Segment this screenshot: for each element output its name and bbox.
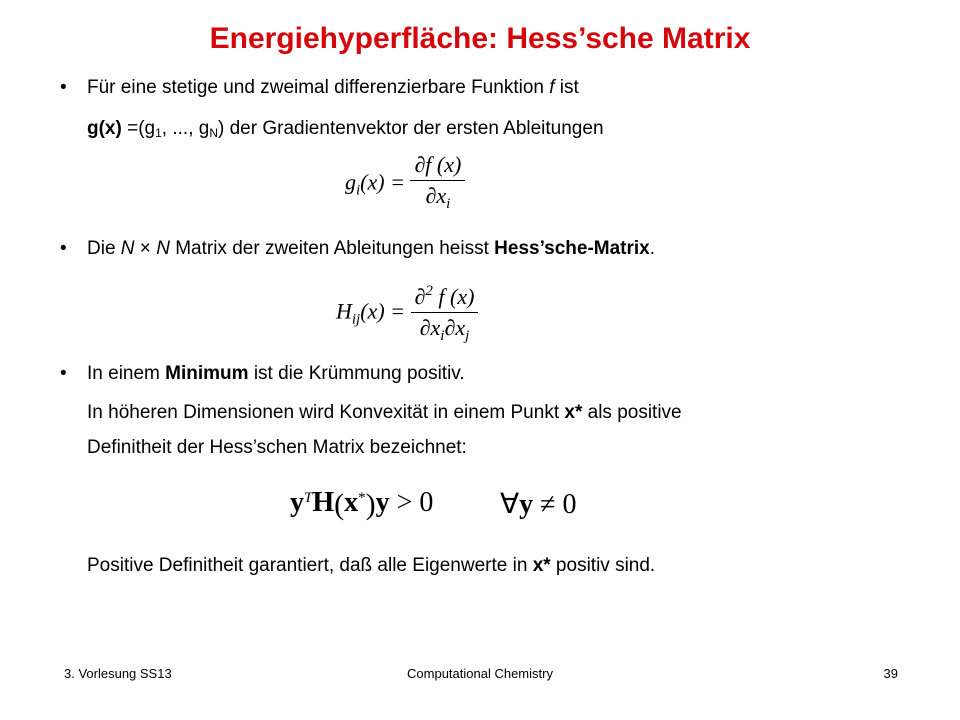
eq-symbol: y bbox=[519, 489, 534, 520]
text-span: ) der Gradientenvektor der ersten Ableitungen bbox=[218, 118, 604, 139]
subscript: 1 bbox=[155, 126, 162, 140]
paren: ( bbox=[334, 488, 345, 521]
footer-lecture: 3. Vorlesung SS13 bbox=[64, 666, 172, 681]
forall-symbol: ∀ bbox=[500, 489, 520, 520]
bullet-2-line-1 bbox=[87, 237, 655, 261]
fraction-denominator bbox=[410, 181, 465, 219]
function-symbol: f bbox=[549, 77, 555, 98]
eq-text: ∂x bbox=[444, 315, 466, 340]
text-span: In einem bbox=[87, 363, 166, 384]
bullet-1-line-2 bbox=[87, 117, 604, 145]
eq-superscript: * bbox=[358, 490, 366, 506]
eq-text: ∂x bbox=[419, 315, 441, 340]
text-span: ist die Krümmung positiv. bbox=[248, 363, 465, 384]
eq-subscript: j bbox=[465, 328, 470, 344]
text-span: . bbox=[649, 238, 656, 259]
variable-n: N bbox=[156, 238, 170, 259]
text-span: In höheren Dimensionen wird Konvexität in einem Punkt bbox=[87, 402, 565, 423]
eq-subscript: i bbox=[440, 328, 445, 344]
conclusion-line bbox=[87, 554, 655, 578]
text-span: als positive bbox=[582, 402, 682, 423]
eq-text: (x) = bbox=[360, 298, 405, 324]
eq-superscript: T bbox=[304, 490, 313, 506]
bold-term: Minimum bbox=[165, 363, 249, 384]
bullet-marker: • bbox=[60, 77, 67, 98]
bullet-3-line-1 bbox=[87, 362, 465, 386]
eq-subscript: ij bbox=[351, 311, 361, 328]
eq-superscript: 2 bbox=[425, 283, 433, 299]
eq-subscript: i bbox=[446, 196, 451, 212]
text-span: ist bbox=[554, 77, 579, 98]
eq-symbol: y bbox=[375, 487, 390, 518]
eq-text: > 0 bbox=[389, 487, 434, 518]
bold-term: Hess’sche-Matrix bbox=[494, 238, 650, 259]
eq-symbol: H bbox=[336, 298, 352, 324]
paren: ) bbox=[365, 488, 376, 521]
gradient-symbol: g(x) bbox=[87, 118, 122, 139]
eq-text: ∂x bbox=[425, 183, 447, 208]
hessian-equation bbox=[336, 276, 478, 351]
eq-text: ∂ bbox=[414, 284, 426, 309]
subscript: N bbox=[209, 126, 218, 140]
text-span: =(g bbox=[121, 118, 156, 139]
slide-title: Energiehyperfläche: Hess’sche Matrix bbox=[209, 22, 751, 55]
bullet-3-line-2 bbox=[87, 401, 682, 425]
bullet-marker: • bbox=[60, 363, 67, 384]
text-span: Für eine stetige und zweimal differenzierbare Funktion bbox=[87, 77, 550, 98]
bold-term: x* bbox=[532, 555, 551, 576]
page-number: 39 bbox=[883, 666, 898, 681]
eq-symbol: y bbox=[290, 487, 304, 518]
eq-symbol: H bbox=[312, 487, 335, 518]
eq-symbol: g bbox=[345, 169, 356, 195]
text-span: , ..., g bbox=[161, 118, 210, 139]
text-span: Die bbox=[87, 238, 121, 259]
gradient-fraction bbox=[410, 150, 465, 219]
fraction-numerator bbox=[411, 276, 479, 313]
bullet-3-line-3: Definitheit der Hess’schen Matrix bezeichnet: bbox=[87, 437, 467, 458]
eq-symbol: x bbox=[344, 487, 359, 518]
text-span: positiv sind. bbox=[550, 555, 656, 576]
bullet-1-line-1 bbox=[87, 76, 579, 100]
eq-text: (x) = bbox=[360, 169, 405, 195]
definiteness-condition bbox=[500, 487, 577, 521]
fraction-numerator: ∂f (x) bbox=[410, 150, 465, 181]
text-span: Positive Definitheit garantiert, daß alle Eigenwerte in bbox=[87, 555, 533, 576]
bold-term: x* bbox=[564, 402, 583, 423]
eq-subscript: i bbox=[356, 182, 361, 199]
gradient-equation bbox=[345, 150, 465, 219]
definiteness-equation bbox=[290, 487, 433, 522]
text-span: Matrix der zweiten Ableitungen heisst bbox=[169, 238, 495, 259]
bullet-marker: • bbox=[60, 238, 67, 259]
eq-text: f (x) bbox=[432, 284, 475, 309]
hessian-fraction bbox=[411, 276, 479, 351]
eq-text: ≠ 0 bbox=[533, 489, 577, 520]
footer-course: Computational Chemistry bbox=[407, 666, 553, 681]
variable-n: N bbox=[120, 238, 135, 259]
times-symbol: × bbox=[134, 238, 157, 259]
fraction-denominator bbox=[411, 313, 479, 351]
